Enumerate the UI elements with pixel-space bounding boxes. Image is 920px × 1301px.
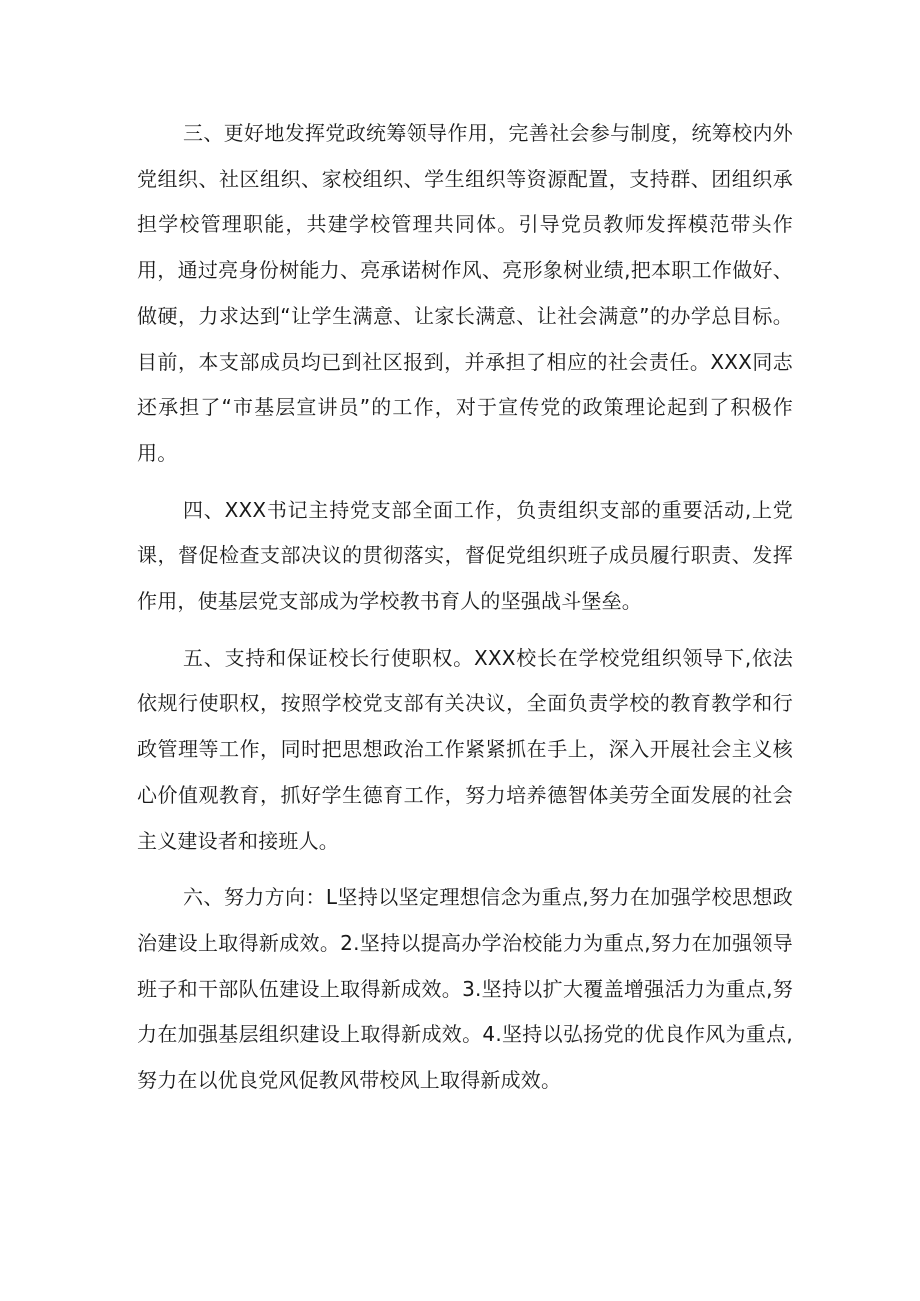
paragraph-five: 五、支持和保证校长行使职权。XXX校长在学校党组织领导下,依法依规行使职权，按照学校党支部有关决议，全面负责学校的教育教学和行政管理等工作，同时把思想政治工作紧紧抓在手上，深入开展社会主义核心价值观教育，抓好学生德育工作，努力培养德智体美劳全面发展的社会主义建设者和接班人。 [137,645,793,853]
document-body [137,111,793,1115]
paragraph-six: 六、努力方向：L坚持以坚定理想信念为重点,努力在加强学校思想政治建设上取得新成效。2.坚持以提高办学治校能力为重点,努力在加强领导班子和干部队伍建设上取得新成效。3.坚持以扩大覆盖增强活力为重点,努力在加强基层组织建设上取得新成效。4.坚持以弘扬党的优良作风为重点,努力在以优良党风促教风带校风上取得新成效。 [137,885,793,1093]
paragraph-four: 四、XXX书记主持党支部全面工作，负责组织支部的重要活动,上党课，督促检查支部决议的贯彻落实，督促党组织班子成员履行职责、发挥作用，使基层党支部成为学校教书育人的坚强战斗堡垒。 [137,497,793,614]
paragraph-three: 三、更好地发挥党政统筹领导作用，完善社会参与制度，统筹校内外党组织、社区组织、家校组织、学生组织等资源配置，支持群、团组织承担学校管理职能，共建学校管理共同体。引导党员教师发挥模范带头作用，通过亮身份树能力、亮承诺树作风、亮形象树业绩,把本职工作做好、做硬，力求达到“让学生满意、让家长满意、让社会满意”的办学总目标。目前，本支部成员均已到社区报到，并承担了相应的社会责任。XXX同志还承担了“市基层宣讲员”的工作，对于宣传党的政策理论起到了积极作用。 [137,121,793,465]
